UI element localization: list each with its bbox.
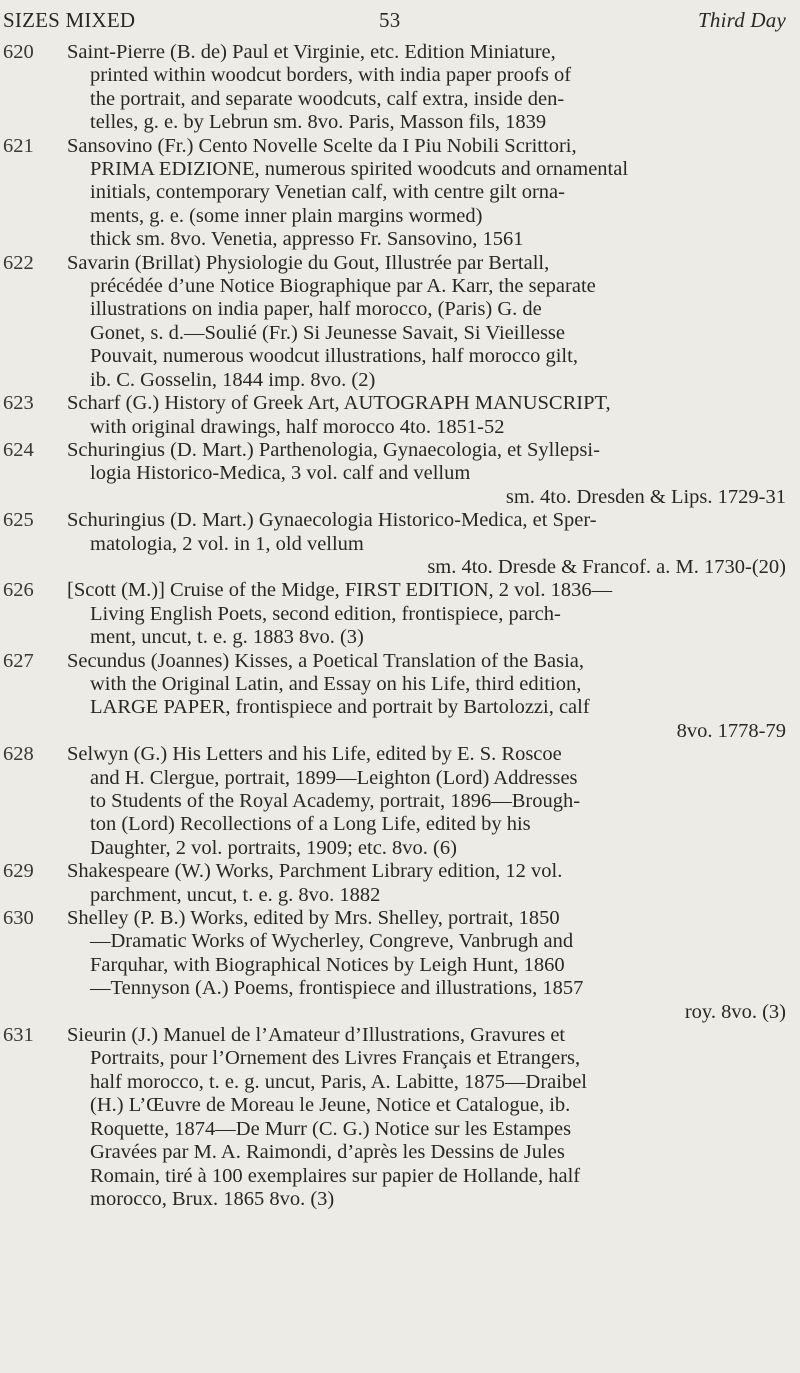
lot-number: 621: [3, 134, 34, 157]
entry-line: —Dramatic Works of Wycherley, Congreve, Vanbrugh and: [90, 930, 574, 953]
lot-number: 630: [3, 907, 34, 930]
entry-line: Gonet, s. d.—Soulié (Fr.) Si Jeunesse Savait, Si Vieillesse: [90, 321, 565, 344]
lot-entry: [0, 860, 800, 907]
entry-line: matologia, 2 vol. in 1, old vellum: [90, 532, 364, 555]
lot-number: 623: [3, 392, 34, 415]
lot-number: 624: [3, 438, 34, 461]
entry-line: ments, g. e. (some inner plain margins wormed): [90, 204, 483, 227]
entry-line: Schuringius (D. Mart.) Gynaecologia Historico-Medica, et Sper-: [67, 509, 597, 532]
lot-entry: [0, 509, 800, 579]
entry-line: Shelley (P. B.) Works, edited by Mrs. Shelley, portrait, 1850: [67, 907, 560, 930]
entry-line: Living English Poets, second edition, frontispiece, parch-: [90, 602, 561, 625]
entry-line: Scharf (G.) History of Greek Art, AUTOGRAPH MANUSCRIPT,: [67, 392, 611, 415]
lot-entry: [0, 252, 800, 392]
entry-line: précédée d’une Notice Biographique par A. Karr, the separate: [90, 275, 596, 298]
entry-line: ton (Lord) Recollections of a Long Life, edited by his: [90, 813, 531, 836]
lot-entry: [0, 392, 800, 439]
entry-line: (H.) L’Œuvre de Moreau le Jeune, Notice et Catalogue, ib.: [90, 1094, 571, 1117]
lot-entry: [0, 439, 800, 509]
entry-line: with original drawings, half morocco 4to. 1851-52: [90, 415, 505, 438]
lot-list: [0, 41, 800, 1211]
entry-line: illustrations on india paper, half morocco, (Paris) G. de: [90, 298, 542, 321]
entry-line: Portraits, pour l’Ornement des Livres Français et Etrangers,: [90, 1047, 581, 1070]
entry-line: printed within woodcut borders, with india paper proofs of: [90, 64, 572, 87]
lot-entry: [0, 579, 800, 649]
entry-line: with the Original Latin, and Essay on his Life, third edition,: [90, 672, 582, 695]
entry-line: the portrait, and separate woodcuts, calf extra, inside den-: [90, 87, 565, 110]
lot-entry: [0, 907, 800, 1024]
entry-line: to Students of the Royal Academy, portrait, 1896—Brough-: [90, 790, 581, 812]
entry-line: sm. 4to. Dresden & Lips. 1729-31: [505, 485, 786, 508]
entry-line: morocco, Brux. 1865 8vo. (3): [90, 1187, 335, 1210]
entry-line: Daughter, 2 vol. portraits, 1909; etc. 8vo. (6): [90, 836, 457, 859]
entry-line: Savarin (Brillat) Physiologie du Gout, Illustrée par Bertall,: [67, 251, 550, 274]
entry-line: Romain, tiré à 100 exemplaires sur papier de Hollande, half: [90, 1164, 581, 1187]
entry-line: Secundus (Joannes) Kisses, a Poetical Translation of the Basia,: [67, 649, 584, 672]
lot-number: 622: [3, 251, 34, 274]
entry-line: [Scott (M.)] Cruise of the Midge, FIRST EDITION, 2 vol. 1836—: [67, 579, 613, 602]
entry-line: parchment, uncut, t. e. g. 8vo. 1882: [90, 883, 381, 906]
entry-line: sm. 4to. Dresde & Francof. a. M. 1730-(20): [427, 555, 786, 578]
page-header: [3, 8, 786, 36]
entry-line: roy. 8vo. (3): [684, 1000, 786, 1023]
entry-line: Saint-Pierre (B. de) Paul et Virginie, etc. Edition Miniature,: [67, 41, 556, 63]
lot-number: 628: [3, 743, 34, 766]
lot-entry: [0, 650, 800, 744]
entry-line: Gravées par M. A. Raimondi, d’après les Dessins de Jules: [90, 1141, 565, 1164]
lot-number: 620: [3, 41, 34, 63]
lot-entry: [0, 1024, 800, 1211]
entry-line: PRIMA EDIZIONE, numerous spirited woodcuts and ornamental: [90, 158, 629, 181]
entry-line: and H. Clergue, portrait, 1899—Leighton (Lord) Addresses: [90, 766, 578, 789]
entry-line: Roquette, 1874—De Murr (C. G.) Notice sur les Estampes: [90, 1117, 572, 1140]
section-heading: SIZES MIXED: [3, 8, 136, 32]
entry-line: —Tennyson (A.) Poems, frontispiece and illustrations, 1857: [90, 977, 584, 1000]
lot-number: 627: [3, 649, 34, 672]
entry-line: initials, contemporary Venetian calf, with centre gilt orna-: [90, 181, 565, 204]
entry-line: telles, g. e. by Lebrun sm. 8vo. Paris, Masson fils, 1839: [90, 111, 547, 134]
entry-line: LARGE PAPER, frontispiece and portrait by Bartolozzi, calf: [90, 696, 590, 719]
entry-line: 8vo. 1778-79: [676, 719, 786, 742]
lot-entry: [0, 135, 800, 252]
lot-number: 631: [3, 1024, 34, 1047]
lot-number: 625: [3, 509, 34, 532]
entry-line: Pouvait, numerous woodcut illustrations, half morocco gilt,: [90, 345, 578, 368]
page-number: 53: [379, 8, 401, 32]
entry-line: half morocco, t. e. g. uncut, Paris, A. Labitte, 1875—Draibel: [90, 1070, 588, 1093]
sale-day: Third Day: [698, 8, 786, 32]
entry-line: thick sm. 8vo. Venetia, appresso Fr. Sansovino, 1561: [90, 228, 524, 251]
lot-number: 629: [3, 860, 34, 883]
entry-line: Sieurin (J.) Manuel de l’Amateur d’Illustrations, Gravures et: [67, 1024, 566, 1047]
entry-line: Schuringius (D. Mart.) Parthenologia, Gynaecologia, et Syllepsi-: [67, 438, 600, 461]
lot-entry: [0, 41, 800, 135]
lot-entry: [0, 743, 800, 860]
entry-line: ment, uncut, t. e. g. 1883 8vo. (3): [90, 626, 364, 649]
entry-line: Sansovino (Fr.) Cento Novelle Scelte da I Piu Nobili Scrittori,: [67, 134, 577, 157]
entry-line: Farquhar, with Biographical Notices by Leigh Hunt, 1860: [90, 953, 565, 976]
entry-line: Selwyn (G.) His Letters and his Life, edited by E. S. Roscoe: [67, 743, 562, 766]
entry-line: Shakespeare (W.) Works, Parchment Library edition, 12 vol.: [67, 860, 563, 883]
entry-line: logia Historico-Medica, 3 vol. calf and vellum: [90, 462, 471, 485]
lot-number: 626: [3, 579, 34, 602]
entry-line: ib. C. Gosselin, 1844 imp. 8vo. (2): [90, 368, 376, 391]
